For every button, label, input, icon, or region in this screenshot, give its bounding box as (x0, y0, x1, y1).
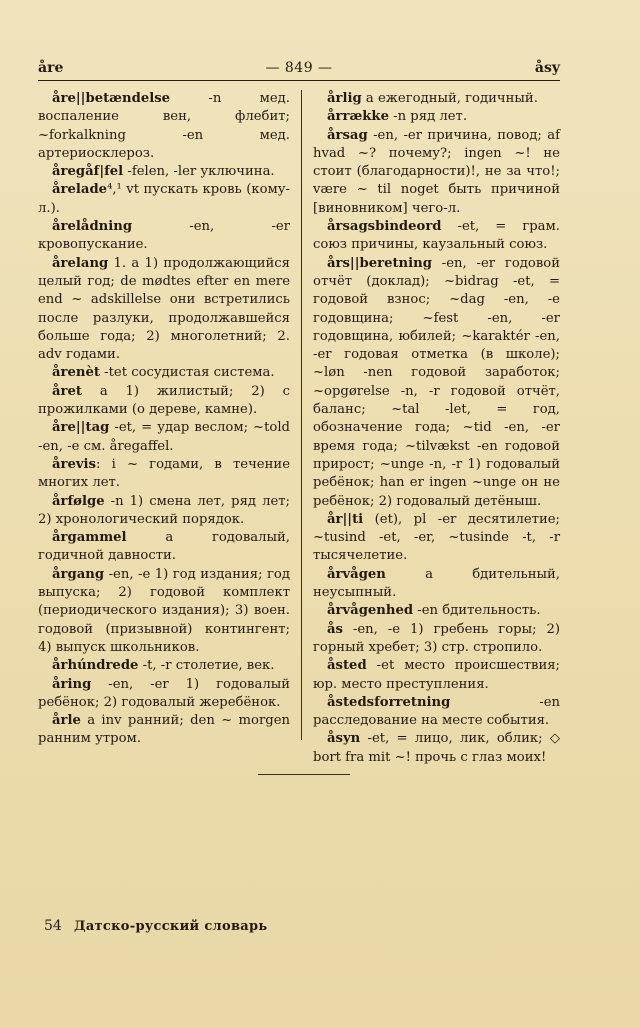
dictionary-entry (38, 657, 290, 675)
dictionary-entry (38, 529, 290, 566)
entry-headword: ås (327, 621, 343, 637)
dictionary-entry (38, 218, 290, 255)
right-column (313, 90, 560, 767)
entry-definition: 1. a 1) продолжающийся целый год; de mødtes efter en mere end ~ adskillelse они встретились после разлуки, продолжавшейся больше года; 2) многолетний; 2. adv годами. (38, 255, 290, 363)
entry-definition: -tet сосудистая система. (99, 365, 275, 381)
entry-definition: -et, = лицо, лик, облик; ◇ bort fra mit ~! прочь с глаз моих! (313, 731, 560, 765)
entry-definition: -n мед. воспаление вен, флебит; ~forkalkning -en мед. артериосклероз. (38, 91, 290, 161)
entry-definition: -en, -er кровопускание. (38, 219, 290, 253)
entry-definition: -et, = удар веслом; ~told -en, -e см. åregaffel. (38, 420, 290, 454)
dictionary-entry (313, 602, 560, 620)
dictionary-entry (313, 566, 560, 603)
footer-label: Датско-русский словарь (73, 919, 268, 934)
entry-definition: -en бдительность. (413, 603, 541, 619)
dictionary-entry (313, 621, 560, 658)
page-number: — 849 — (265, 60, 333, 76)
entry-headword: årvågenhed (327, 603, 414, 619)
entry-definition: a inv ранний; den ~ morgen ранним утром. (38, 713, 290, 747)
entry-definition: -et место происшествия; юр. место преступления. (313, 658, 560, 692)
dictionary-entry (313, 108, 560, 126)
page-header (38, 60, 560, 78)
page-footer (44, 918, 268, 934)
header-left-guideword: åre (38, 60, 64, 76)
entry-definition: -et, = грам. союз причины, каузальный союз. (313, 219, 560, 253)
entry-headword: årvågen (327, 566, 386, 582)
entry-headword: åstedsforretning (327, 694, 451, 710)
entry-definition: -en, -er 1) годовалый ребёнок; 2) годовалый жеребёнок. (38, 676, 290, 710)
entry-definition: a бдительный, неусыпный. (313, 566, 560, 601)
dictionary-entry (38, 255, 290, 365)
dictionary-entry (313, 255, 560, 511)
end-rule (258, 774, 350, 775)
entry-definition: : i ~ годами, в течение многих лет. (38, 456, 290, 491)
entry-headword: året (52, 383, 82, 399)
dictionary-entry (313, 511, 560, 566)
entry-headword: åre||betændelse (52, 91, 171, 106)
dictionary-entry (38, 456, 290, 493)
dictionary-entry (313, 730, 560, 767)
dictionary-entry (38, 364, 290, 382)
entry-definition: -en, -e 1) гребень горы; 2) горный хребет; 3) стр. стропило. (313, 621, 560, 655)
entry-definition: -en расследование на месте события. (313, 694, 560, 729)
entry-definition: -felen, -ler уключина. (123, 164, 275, 180)
entry-headword: århúndrede (52, 658, 139, 674)
entry-headword: år||ti (327, 511, 364, 527)
dictionary-entry (38, 493, 290, 530)
dictionary-entry (38, 383, 290, 420)
dictionary-entry (313, 657, 560, 694)
entry-headword: årsag (327, 127, 368, 143)
entry-headword: årsagsbindeord (327, 219, 442, 235)
header-right-guideword: åsy (534, 60, 560, 76)
dictionary-entry (38, 181, 290, 218)
dictionary-entry (313, 694, 560, 731)
entry-definition: a ежегодный, годичный. (361, 91, 538, 106)
entry-definition: ⁴,¹ vt пускать кровь (кому-л.). (38, 182, 290, 216)
dictionary-entry (38, 712, 290, 749)
entry-headword: årevis (52, 456, 96, 472)
dictionary-entry (38, 163, 290, 181)
entry-headword: årgang (52, 566, 105, 582)
entry-headword: årelade (52, 182, 108, 198)
entry-headword: årelang (52, 255, 109, 271)
entry-definition: -en, -er годовой отчёт (доклад); ~bidrag -et, = годовой взнос; ~dag -en, -e годовщина; ~fest -en, -er годовщина, юбилей; ~karaktér -en, -er годовая отметка (в школе); ~løn -nen годовой заработок; ~opgørelse -n, -r годовой отчёт, баланс; ~tal -let, = год, обозначение года; ~tid -en, -er время года; ~tilvækst -en годовой прирост; ~unge -n, -r 1) годовалый ребёнок; han er ingen ~unge он не ребёнок; 2) годовалый детёныш. (313, 255, 560, 509)
entry-definition: -n 1) смена лет, ряд лет; 2) хронологический порядок. (38, 493, 290, 527)
entry-headword: årenèt (52, 365, 100, 381)
entry-definition: a 1) жилистый; 2) с прожилками (о дереве, камне). (38, 383, 290, 418)
entry-headword: åre||tag (52, 420, 110, 436)
header-rule (38, 80, 560, 81)
entry-headword: årrække (327, 109, 389, 125)
entry-headword: årgammel (52, 530, 127, 546)
entry-definition: -t, -r столетие, век. (138, 658, 275, 674)
dictionary-entry (38, 90, 290, 163)
entry-headword: åring (52, 676, 92, 692)
dictionary-entry (38, 419, 290, 456)
dictionary-entry (313, 218, 560, 255)
entry-definition: (et), pl -er десятилетие; ~tusind -et, -er, ~tusinde -t, -r тысячелетие. (313, 511, 560, 564)
entry-headword: åsted (327, 658, 367, 674)
entry-headword: årfølge (52, 493, 105, 509)
entry-headword: års||beretning (327, 255, 432, 271)
entry-definition: a годовалый, годичной давности. (38, 530, 290, 564)
entry-definition: -n ряд лет. (388, 109, 468, 125)
sheet-number: 54 (44, 918, 62, 934)
entry-definition: -en, -e 1) год издания; год выпуска; 2) годовой комплект (периодического издания); 3) воен. годовой (призывной) контингент; 4) выпуск школьников. (38, 566, 290, 655)
left-column (38, 90, 290, 749)
dictionary-entry (38, 676, 290, 713)
entry-headword: årle (52, 713, 81, 729)
dictionary-entry (313, 90, 560, 108)
entry-headword: årelådning (52, 219, 133, 235)
dictionary-entry (313, 127, 560, 218)
entry-headword: årlig (327, 91, 362, 106)
entry-headword: åregåf|fel (52, 164, 124, 180)
entry-definition: -en, -er причина, повод; af hvad ~? почему?; ingen ~! не стоит (благодарности)!, не за что!; være ~ til noget быть причиной [виновником] чего-л. (313, 127, 560, 216)
entry-headword: åsyn (327, 731, 361, 747)
dictionary-entry (38, 566, 290, 657)
column-divider (301, 90, 302, 740)
